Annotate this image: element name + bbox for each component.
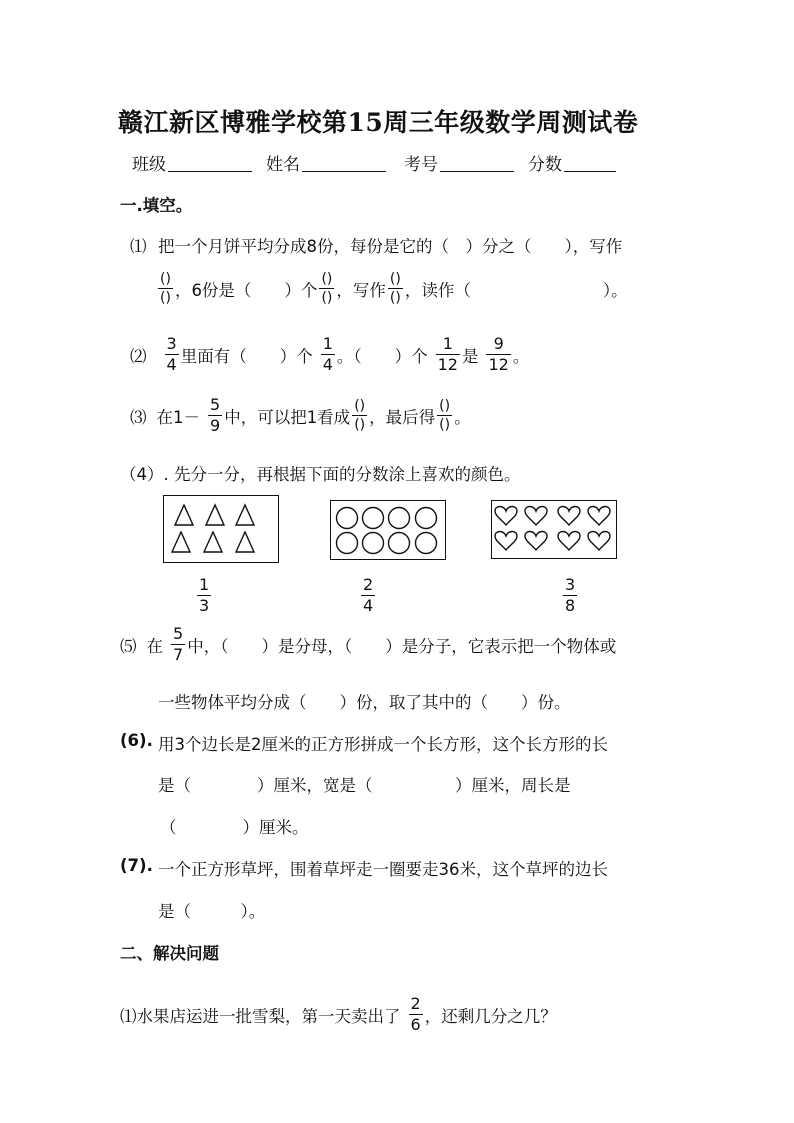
name-field[interactable] xyxy=(302,154,386,172)
triangle-shape xyxy=(236,505,254,525)
class-field[interactable] xyxy=(168,154,252,172)
q6-line1: 用3个边长是2厘米的正方形拼成一个长方形，这个长方形的长 xyxy=(158,735,608,754)
q3-text-b: 中，可以把1看成 xyxy=(224,407,351,427)
score-field[interactable] xyxy=(564,154,616,172)
q2-text-c: 是 xyxy=(461,346,479,366)
q7-line2: 是（ ）。 xyxy=(158,902,266,921)
q7-number: (7). xyxy=(120,856,153,875)
q5-text-b: 中，（ ）是分母，（ ）是分子，它表示把一个物体或 xyxy=(187,636,617,656)
q3-text-d: 。 xyxy=(454,407,471,427)
q5-text-a: 在 xyxy=(146,636,163,656)
circle-shape xyxy=(337,508,358,529)
q4-fraction-c: $\frac{3}{8}$ xyxy=(565,575,576,615)
q5-line1 xyxy=(120,626,616,663)
q2-fraction-1: $\frac{3}{4}$ xyxy=(166,334,177,374)
student-info-line xyxy=(132,150,630,175)
q3-fraction-blank-1: $\frac{()}{()}$ xyxy=(354,398,366,433)
q3-fraction: $\frac{5}{9}$ xyxy=(210,395,221,435)
heart-shape xyxy=(558,532,580,551)
q1-number: ⑴ xyxy=(130,237,147,256)
triangle-shape xyxy=(236,532,254,552)
q2-text-d: 。 xyxy=(512,346,530,366)
q5-line2: 一些物体平均分成（ ）份，取了其中的（ ）份。 xyxy=(158,693,571,712)
q2-text-b: 。（ ）个 xyxy=(336,346,428,366)
triangles-graphic xyxy=(164,496,278,562)
class-label: 班级 xyxy=(132,155,166,175)
q1-fraction-3: $\frac{()}{()}$ xyxy=(389,271,401,306)
hearts-graphic xyxy=(492,501,616,558)
q4-fraction-b: $\frac{2}{4}$ xyxy=(363,575,374,615)
circles-graphic xyxy=(331,501,445,559)
circle-box[interactable] xyxy=(330,500,446,560)
q3-fraction-blank-2: $\frac{()}{()}$ xyxy=(439,398,451,433)
heart-box[interactable] xyxy=(491,500,617,559)
circle-shape xyxy=(363,533,384,554)
q2-number: ⑵ xyxy=(130,346,147,366)
circle-shape xyxy=(389,508,410,529)
s2-q1-line xyxy=(120,996,557,1033)
circle-shape xyxy=(363,508,384,529)
q1-text-c: ，读作（ ）。 xyxy=(404,280,628,300)
triangle-shape xyxy=(204,532,222,552)
q3-number: ⑶ xyxy=(130,407,147,427)
heart-shape xyxy=(525,507,547,526)
q6-line2: 是（ ）厘米，宽是（ ）厘米，周长是 xyxy=(158,776,571,795)
q2-fraction-3: $\frac{1}{12}$ xyxy=(437,334,458,374)
q1-fraction-1: $\frac{()}{()}$ xyxy=(160,271,171,306)
q1-line1: 把一个月饼平均分成8份，每份是它的（ ）分之（ ），写作 xyxy=(158,237,623,256)
s2-q1-number: ⑴ xyxy=(120,1006,137,1026)
heart-shape xyxy=(495,532,517,551)
circle-shape xyxy=(416,533,437,554)
heart-shape xyxy=(495,507,517,526)
heart-shape xyxy=(588,532,610,551)
circle-shape xyxy=(416,508,437,529)
heart-shape xyxy=(588,507,610,526)
score-label: 分数 xyxy=(528,155,562,175)
s2-q1-text-b: ，还剩几分之几？ xyxy=(424,1006,557,1026)
triangle-shape xyxy=(175,505,193,525)
section2-heading: 二、解决问题 xyxy=(120,944,219,963)
q7-line1: 一个正方形草坪，围着草坪走一圈要走36米，这个草坪的边长 xyxy=(158,860,608,879)
q5-fraction: $\frac{5}{7}$ xyxy=(173,624,184,664)
q6-line3: （ ）厘米。 xyxy=(160,818,309,837)
q5-number: ⑸ xyxy=(120,636,137,656)
s2-q1-fraction: $\frac{2}{6}$ xyxy=(410,994,421,1034)
q1-line2 xyxy=(156,272,628,305)
q1-fraction-2: $\frac{()}{()}$ xyxy=(321,271,333,306)
q3-line xyxy=(130,397,471,434)
q6-number: (6). xyxy=(120,731,153,750)
q1-text-a: ，6份是（ ）个 xyxy=(174,280,318,300)
name-label: 姓名 xyxy=(266,155,300,175)
heart-shape xyxy=(525,532,547,551)
number-field[interactable] xyxy=(440,154,514,172)
number-label: 考号 xyxy=(404,155,438,175)
q3-text-c: ，最后得 xyxy=(369,407,436,427)
s2-q1-text-a: 水果店运进一批雪梨，第一天卖出了 xyxy=(136,1006,401,1026)
q2-fraction-4: $\frac{9}{12}$ xyxy=(488,334,509,374)
triangle-box[interactable] xyxy=(163,495,279,563)
triangle-shape xyxy=(172,532,190,552)
section1-heading: 一.填空。 xyxy=(120,196,193,215)
q1-text-b: ，写作 xyxy=(336,280,386,300)
q2-fraction-2: $\frac{1}{4}$ xyxy=(322,334,333,374)
q2-text-a: 里面有（ ）个 xyxy=(180,346,313,366)
circle-shape xyxy=(389,533,410,554)
q3-text-a: 在1－ xyxy=(156,407,200,427)
heart-shape xyxy=(558,507,580,526)
circle-shape xyxy=(337,533,358,554)
page-title: 赣江新区博雅学校第15周三年级数学周测试卷 xyxy=(118,108,639,137)
q4-text: （4）. 先分一分，再根据下面的分数涂上喜欢的颜色。 xyxy=(120,465,521,484)
q2-line xyxy=(130,336,529,373)
triangle-shape xyxy=(206,505,224,525)
q4-fraction-a: $\frac{1}{3}$ xyxy=(199,575,210,615)
